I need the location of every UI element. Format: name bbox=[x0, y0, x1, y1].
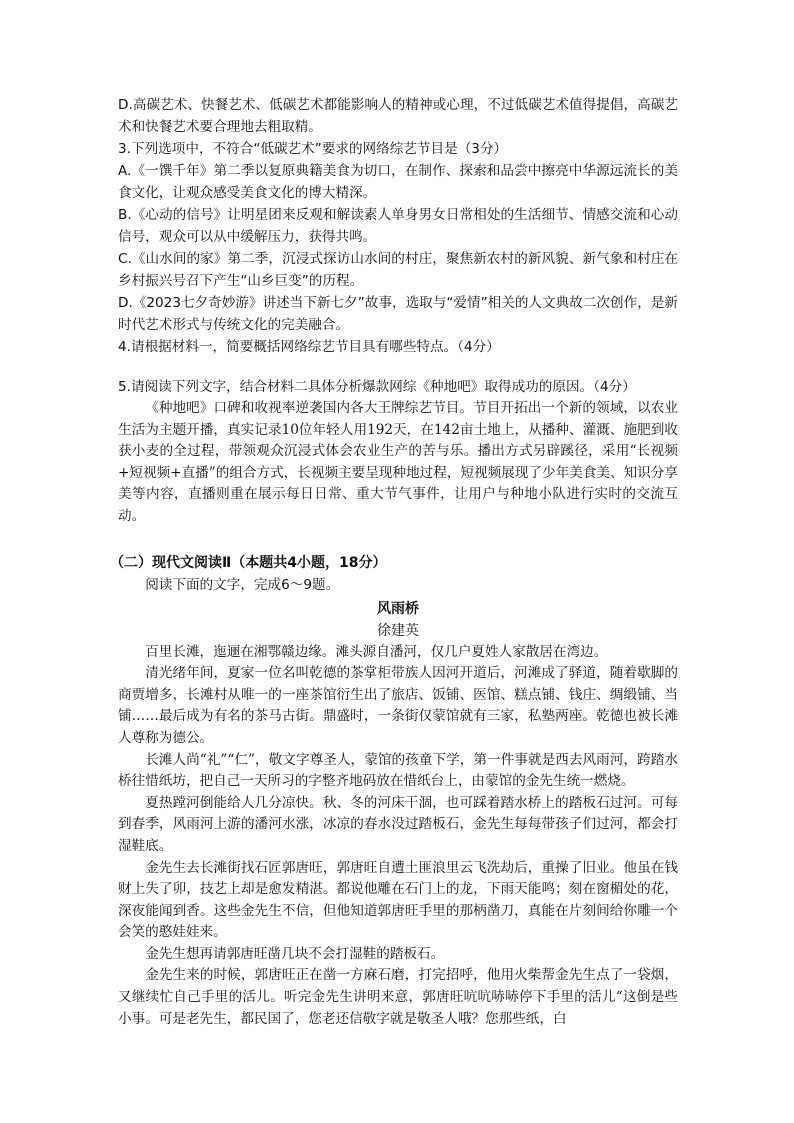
question-3-option-c: C.《山水间的家》第二季，沉浸式探访山水间的村庄，聚焦新农村的新风貌、新气象和村庄在乡村振兴号召下产生“山乡巨变”的历程。 bbox=[118, 251, 678, 289]
question-5-passage: 《种地吧》口碑和收视率逆袭国内各大王牌综艺节目。节目开拓出一个新的领域，以农业生活为主题开播，真实记录10位年轻人用192天，在142亩土地上，从播种、灌溉、施肥到收获小麦的全过程，带领观众沉浸式体会农业生产的苦与乐。播出方式另辟蹊径，采用“长视频+短视频+直播”的组合方式，长视频主要呈现种地过程，短视频展现了少年美食美、知识分享美等内容，直播则重在展示每日日常、重大节气事件，让用户与种地小队进行实时的交流互动。 bbox=[118, 400, 678, 524]
question-5-stem: 5.请阅读下列文字，结合材料二具体分析爆款网综《种地吧》取得成功的原因。（4分） bbox=[118, 379, 636, 395]
story-paragraph: 夏热蹚河倒能给人几分凉快。秋、冬的河床干涸，也可踩着踏水桥上的踏板石过河。可每到春季，风雨河上游的潘河水涨，冰凉的春水没过踏板石，金先生每每带孩子们过河，都会打湿鞋底。 bbox=[118, 794, 678, 854]
document-page bbox=[110, 94, 678, 1030]
option-d-text: D.高碳艺术、快餐艺术、低碳艺术都能影响人的精神或心理，不过低碳艺术值得提倡，高碳艺术和快餐艺术要合理地去粗取精。 bbox=[118, 97, 678, 135]
question-4-stem: 4.请根据材料一，简要概括网络综艺节目具有哪些特点。（4分） bbox=[118, 339, 500, 355]
section-heading: （二）现代文阅读Ⅱ（本题共4小题，18分） bbox=[110, 554, 387, 571]
question-3-option-b: B.《心动的信号》让明星团来反观和解读素人单身男女日常相处的生活细节、情感交流和心动信号，观众可以从中缓解压力，获得共鸣。 bbox=[118, 207, 678, 245]
story-paragraph: 金先生去长滩街找石匠郭唐旺，郭唐旺自遭土匪浪里云飞洗劫后，重操了旧业。他虽在钱财上失了卯，技艺上却是愈发精湛。都说他雕在石门上的龙，下雨天能鸣；刻在窗楣处的花，深夜能闻到香。这些金先生不信，但他知道郭唐旺手里的那柄凿刀，真能在片刻间给你雕一个会笑的憨娃娃来。 bbox=[118, 859, 678, 941]
question-3-option-a: A.《一馔千年》第二季以复原典籍美食为切口，在制作、探索和品尝中擦亮中华源远流长的美食文化，让观众感受美食文化的博大精深。 bbox=[118, 163, 678, 201]
question-3-stem: 3.下列选项中，不符合“低碳艺术”要求的网络综艺节目是（3分） bbox=[118, 141, 508, 157]
section-intro: 阅读下面的文字，完成6～9题。 bbox=[145, 576, 340, 593]
story-paragraph: 百里长滩，迤逦在湘鄂赣边缘。滩头源自潘河，仅几户夏姓人家散居在湾边。 bbox=[145, 643, 608, 660]
story-title: 风雨桥 bbox=[377, 600, 419, 617]
story-paragraph: 长滩人尚“礼”“仁”，敬文字尊圣人，蒙馆的孩童下学，第一件事就是西去风雨河，跨踏水桥往惜纸坊，把自己一天所习的字整齐地码放在惜纸台上，由蒙馆的金先生统一燃烧。 bbox=[118, 751, 678, 790]
question-3-option-d: D.《2023七夕奇妙游》讲述当下新七夕”故事，选取与“爱情”相关的人文典故二次创作，是新时代艺术形式与传统文化的完美融合。 bbox=[118, 295, 678, 333]
story-paragraph: 金先生来的时候，郭唐旺正在凿一方麻石磨，打完招呼，他用火柴帮金先生点了一袋烟，又继续忙自己手里的活儿。听完金先生讲明来意，郭唐旺吭吭哧哧停下手里的活儿“这倒是些小事。可是老先生，都民国了，您老还信敬字就是敬圣人哦？您那些纸，白 bbox=[118, 967, 678, 1027]
story-author: 徐建英 bbox=[377, 622, 419, 639]
story-paragraph: 金先生想再请郭唐旺凿几块不会打湿鞋的踏板石。 bbox=[145, 945, 445, 962]
story-paragraph: 清光绪年间，夏家一位名叫乾德的茶掌柜带族人因河开道后，河滩成了驿道，随着歇脚的商贾增多，长滩村从唯一的一座茶馆衍生出了旅店、饭铺、医馆、糕点铺、钱庄、绸缎铺、当铺……最后成为有名的茶马古街。鼎盛时，一条街仅蒙馆就有三家，私塾两座。乾德也被长滩人尊称为德公。 bbox=[118, 665, 678, 746]
